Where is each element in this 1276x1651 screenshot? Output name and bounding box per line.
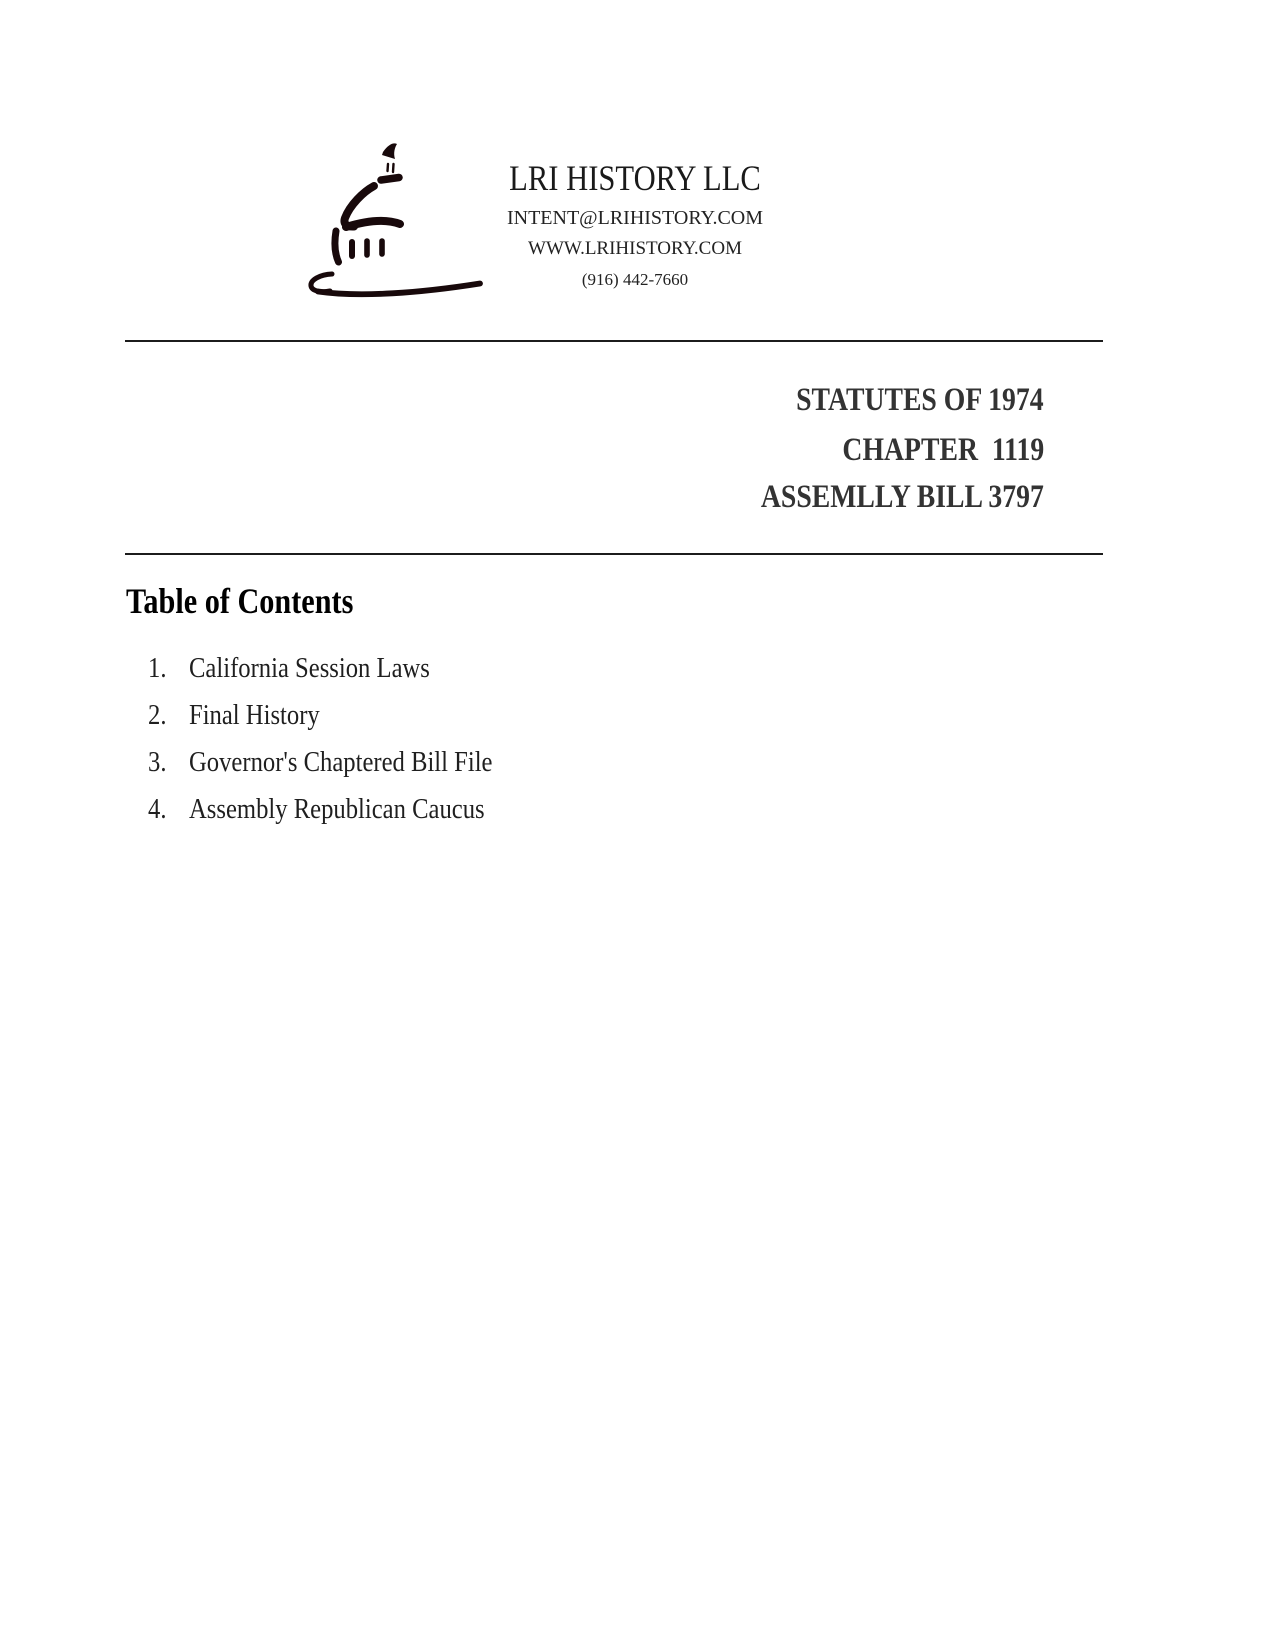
- toc-item-label: California Session Laws: [189, 653, 430, 684]
- toc-item: [0, 749, 1276, 791]
- toc-item: [0, 655, 1276, 697]
- toc-item-label: Assembly Republican Caucus: [189, 794, 485, 825]
- horizontal-rule-top: [125, 340, 1103, 342]
- toc-item-number: 2.: [148, 700, 167, 731]
- company-website: WWW.LRIHISTORY.COM: [528, 238, 742, 259]
- company-phone: (916) 442-7660: [581, 270, 689, 289]
- toc-heading: Table of Contents: [126, 581, 354, 621]
- toc-item-label: Governor's Chaptered Bill File: [189, 747, 493, 778]
- statutes-line-2: CHAPTER 1119: [842, 432, 1044, 468]
- toc-item: [0, 702, 1276, 744]
- statutes-line-1: STATUTES OF 1974: [796, 382, 1044, 418]
- toc-item: [0, 796, 1276, 838]
- toc-item-number: 4.: [148, 794, 167, 825]
- toc-item-label: Final History: [189, 700, 320, 731]
- statutes-line-3: ASSEMLLY BILL 3797: [761, 479, 1044, 515]
- company-name: LRI HISTORY LLC: [509, 158, 761, 198]
- company-email: INTENT@LRIHISTORY.COM: [506, 207, 764, 229]
- horizontal-rule-middle: [125, 553, 1103, 555]
- toc-item-number: 1.: [148, 653, 167, 684]
- toc-item-number: 3.: [148, 747, 167, 778]
